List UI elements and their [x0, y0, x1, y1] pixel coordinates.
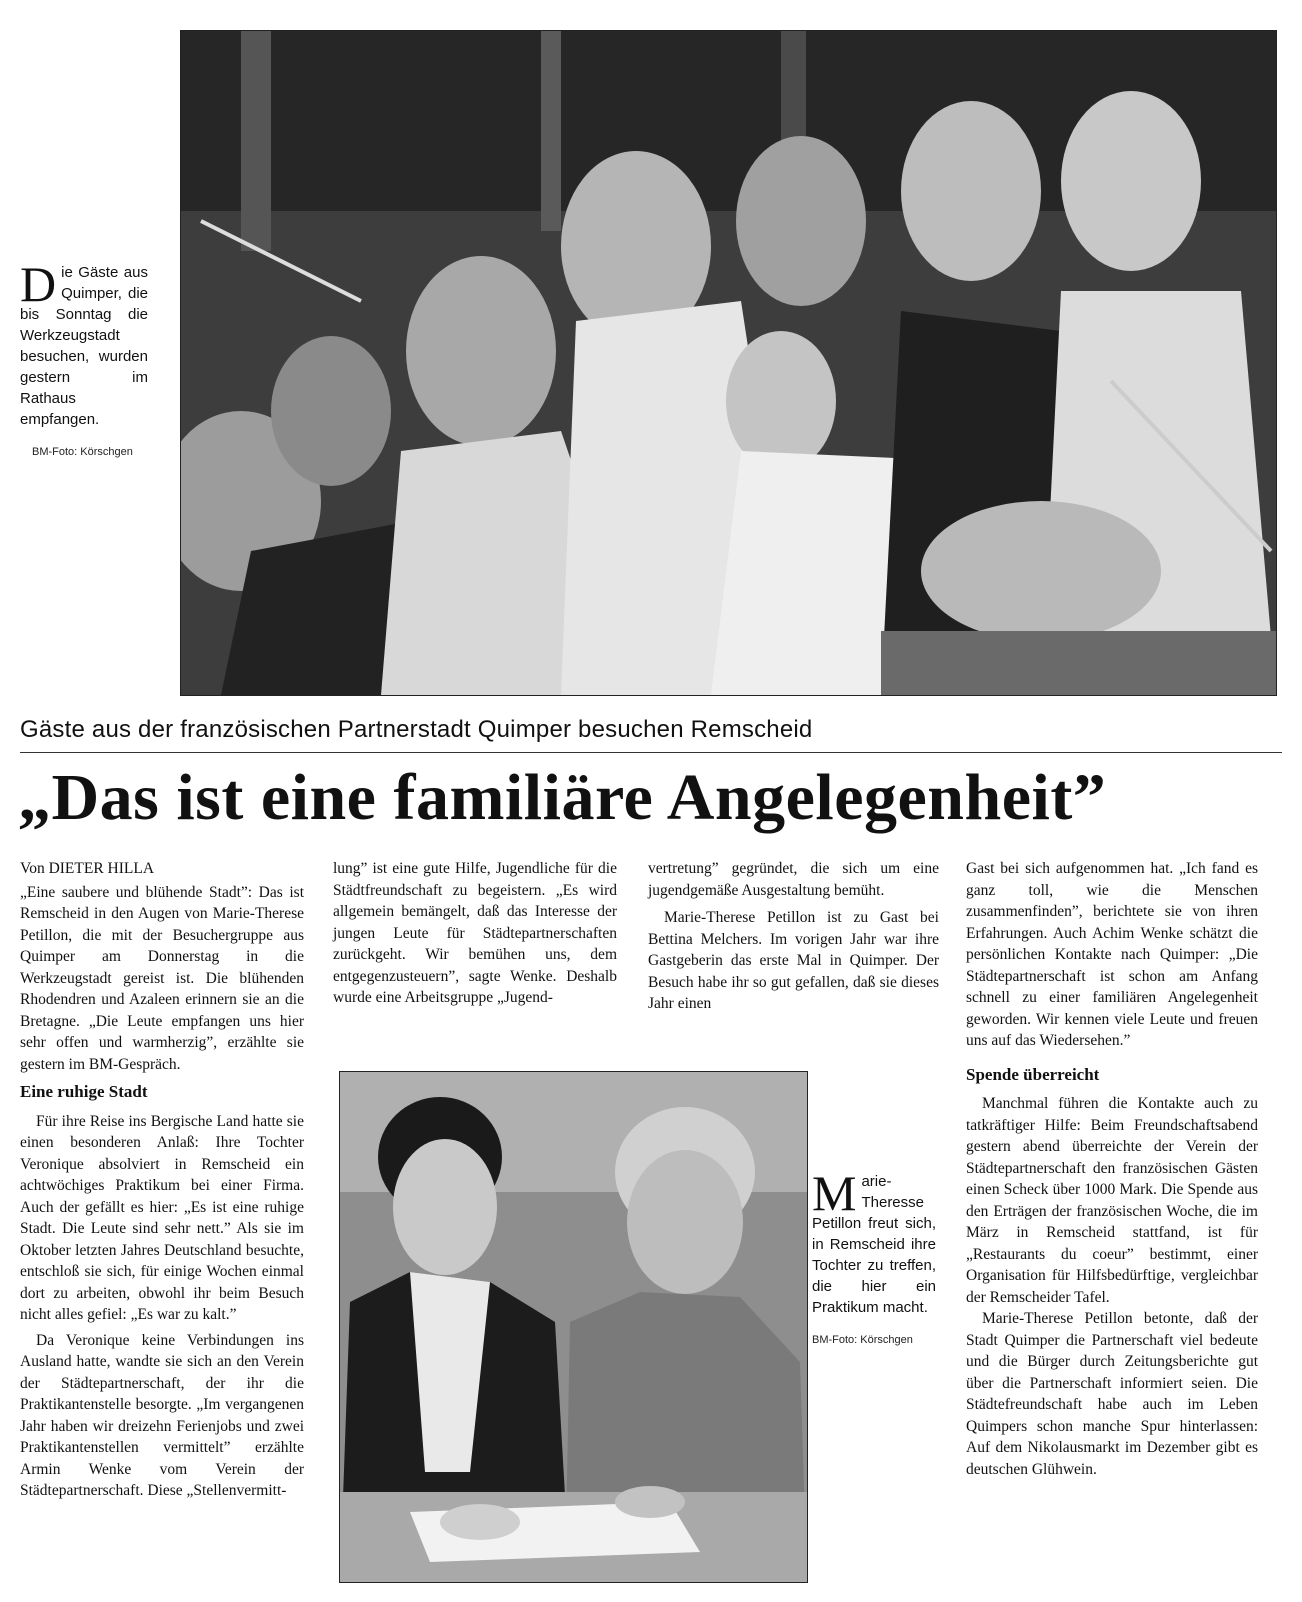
article-column-4 — [966, 858, 1258, 1480]
article-column-1 — [20, 858, 304, 1502]
caption-dropcap: D — [20, 256, 57, 312]
paragraph: vertretung” gegründet, die sich um eine jugendgemäße Ausgestaltung bemüht. — [648, 860, 939, 899]
group-photo-illustration — [181, 31, 1276, 695]
group-photo — [180, 30, 1277, 696]
article-kicker: Gäste aus der französischen Partnerstadt Quimper besuchen Remscheid — [20, 716, 813, 743]
bottom-photo-caption — [812, 1165, 936, 1318]
paragraph: Für ihre Reise ins Bergische Land hatte sie einen besonderen Anlaß: Ihre Tochter Veronique absolviert in Remscheid ein achtwöchiges Praktikum bei einer Firma. Auch der gefällt es hier: „Es ist eine ruhige Stadt. Die Leute sind sehr nett.” Als sie im Oktober letzten Jahres Deutschland besuchte, entschloß sie sich, für einige Wochen einmal dort zu arbeiten, obwohl ihr beim Besuch nicht alles gefiel: „Es war zu kalt.” — [20, 1112, 304, 1323]
top-photo-caption — [20, 256, 148, 430]
subheading: Eine ruhige Stadt — [20, 1082, 148, 1101]
paragraph: lung” ist eine gute Hilfe, Jugendliche für die Städtfreundschaft zu begeistern. „Es wird allgemein bemängelt, daß das Interesse der jungen Leute für Städtepartnerschaften zurückgeht. Wir bemühen uns, dem entgegenzusteuern”, sagte Wenke. Deshalb wurde eine Arbeitsgruppe „Jugend- — [333, 860, 617, 1006]
kicker-rule — [20, 752, 1282, 753]
portrait-photo-illustration — [340, 1072, 807, 1582]
byline: Von DIETER HILLA — [20, 860, 155, 877]
bottom-photo-credit: BM-Foto: Körschgen — [812, 1334, 913, 1346]
caption-dropcap: M — [812, 1165, 857, 1221]
caption-text: ie Gäste aus Quimper, die bis Sonntag die Werkzeugstadt besuchen, wurden gestern im Rathaus empfangen. — [20, 264, 148, 428]
article-column-2 — [333, 858, 617, 1009]
paragraph: Manchmal führen die Kontakte auch zu tatkräftiger Hilfe: Beim Freundschaftsabend gestern abend überreichte der Verein der Städtepartnerschaft den französischen Gästen einen Scheck über 1000 Mark. Die Spende aus den Erträgen der französischen Woche, die im März in Remscheid stattfand, ist für „Restaurants du coeur” bestimmt, einer Organisation für Hilfsbedürftige, vergleichbar der Remscheider Tafel. — [966, 1095, 1258, 1306]
paragraph: Marie-Therese Petillon betonte, daß der Stadt Quimper die Partnerschaft viel bedeute und die Bürger durch Zeitungsberichte gut über die Partnerschaft informiert seien. Die Städtefreundschaft habe auch im Leben Quimpers schon manche Spur hinterlassen: Auf dem Nikolausmarkt im Dezember gibt es deutschen Glühwein. — [966, 1310, 1258, 1478]
article-headline: „Das ist eine familiäre Angelegenheit” — [18, 761, 1107, 834]
portrait-photo — [339, 1071, 808, 1583]
article-column-3 — [648, 858, 939, 1015]
paragraph: Da Veronique keine Verbindungen ins Ausland hatte, wandte sie sich an den Verein der Städtepartnerschaft, der ihr die Praktikantenstelle besorgte. „Im vergangenen Jahr haben wir dreizehn Ferienjobs und zwei Praktikantenstellen vermittelt” erzählte Armin Wenke vom Verein der Städtepartnerschaft. Diese „Stellenvermitt- — [20, 1331, 304, 1499]
top-photo-credit: BM-Foto: Körschgen — [32, 446, 133, 458]
paragraph: Gast bei sich aufgenommen hat. „Ich fand es ganz toll, wie die Menschen zusammenfinden”, berichtete sie von ihren Erfahrungen. Auch Achim Wenke schätzt die persönlichen Kontakte nach Quimper: „Die Städtepartnerschaft ist schon am Anfang schnell zu einer familiären Angelegenheit geworden. Wir kennen viele Leute und freuen uns auf das Wiedersehen.” — [966, 860, 1258, 1049]
caption-text: arie-Theresse Petillon freut sich, in Remscheid ihre Tochter zu treffen, die hier ein Praktikum macht. — [812, 1173, 936, 1316]
paragraph: Marie-Therese Petillon ist zu Gast bei Bettina Melchers. Im vorigen Jahr war ihre Gastgeberin das erste Mal in Quimper. Der Besuch habe ihr so gut gefallen, daß sie dieses Jahr einen — [648, 909, 939, 1012]
subheading: Spende überreicht — [966, 1064, 1100, 1084]
paragraph: „Eine saubere und blühende Stadt”: Das ist Remscheid in den Augen von Marie-Therese Petillon, die mit der Besuchergruppe aus Quimper am Donnerstag in die Werkzeugstadt gereist ist. Die blühenden Rhodendren und Azaleen erinnern sie an die Bretagne. „Die Leute empfangen uns hier sehr offen und warmherzig”, erzählte sie gestern im BM-Gespräch. — [20, 883, 304, 1073]
